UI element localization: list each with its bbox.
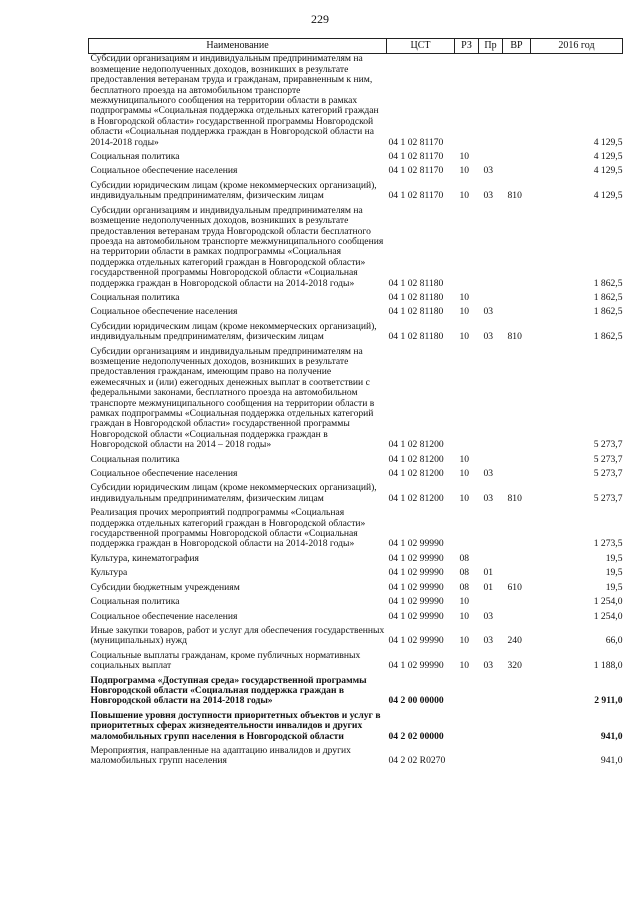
table-row: [89, 322, 623, 347]
cell-name: Социальное обеспечение населения: [90, 468, 238, 480]
cell-rz: [455, 711, 479, 746]
cell-name: Социальная политика: [90, 151, 180, 163]
table-row: [89, 181, 623, 206]
table-row: [89, 307, 623, 321]
cell-vr: [503, 469, 531, 483]
cell-vr: [503, 597, 531, 611]
cell-rz: 08: [459, 552, 470, 564]
header-name: Наименование: [89, 39, 387, 54]
cell-cst: 04 1 02 81180: [388, 291, 444, 303]
cell-vr: [503, 54, 531, 152]
cell-sum: 4 129,5: [593, 151, 623, 163]
cell-pr: 03: [483, 660, 494, 672]
cell-rz: 10: [459, 610, 470, 622]
cell-pr: [479, 152, 503, 166]
header-pr: Пр: [479, 39, 503, 54]
cell-vr: [503, 711, 531, 746]
cell-sum: 1 862,5: [593, 331, 623, 343]
cell-name: Социальная политика: [90, 291, 180, 303]
cell-vr: [503, 455, 531, 469]
cell-cst: 04 1 02 81180: [388, 277, 444, 289]
cell-sum: 19,5: [605, 581, 623, 593]
cell-name: Реализация прочих мероприятий подпрограммы «Социальная поддержка отдельных категорий граждан в Новгородской области» государственной программы Новгородской области «Социальная поддержка граждан в Новгородской области на 2014-2018 годы»: [90, 507, 366, 550]
table-row: [89, 651, 623, 676]
cell-vr: [503, 293, 531, 307]
cell-pr: 03: [483, 635, 494, 647]
table-row: [89, 54, 623, 152]
cell-vr: 240: [507, 635, 522, 647]
cell-cst: 04 1 02 81170: [388, 136, 444, 148]
cell-pr: 03: [483, 190, 494, 202]
table-row: [89, 152, 623, 166]
cell-pr: [479, 455, 503, 469]
cell-vr: [503, 152, 531, 166]
cell-name: Субсидии юридическим лицам (кроме некоммерческих организаций), индивидуальным предпринимателям, физическим лицам: [90, 320, 377, 343]
cell-rz: 10: [459, 165, 470, 177]
cell-vr: 810: [507, 331, 522, 343]
cell-cst: 04 2 02 R0270: [388, 755, 446, 767]
cell-name: Социальное обеспечение населения: [90, 610, 238, 622]
cell-cst: 04 1 02 81170: [388, 165, 444, 177]
cell-name: Субсидии юридическим лицам (кроме некоммерческих организаций), индивидуальным предпринимателям, физическим лицам: [90, 179, 377, 202]
cell-sum: 4 129,5: [593, 190, 623, 202]
cell-name: Подпрограмма «Доступная среда» государственной программы Новгородской области «Социальная поддержка граждан в Новгородской области на 2014-2018 годы»: [90, 674, 367, 707]
cell-name: Субсидии организациям и индивидуальным предпринимателям на возмещение недополученных доходов, возникших в результате предоставления гражданам, имеющим право на получение ежемесячных и (или) ежегодных денежных выплат в соответствии с федеральными законами, бесплатного проезда на автомобильном транспорте межмуниципального сообщения на территории области в рамках подпрограммы «Социальная поддержка отдельных категорий граждан в Новгородской области» государственной программы Новгородской области «Социальная поддержка граждан в Новгородской области на 2014 – 2018 годы»: [90, 345, 375, 451]
cell-sum: 1 862,5: [593, 291, 623, 303]
header-vr: ВР: [503, 39, 531, 54]
cell-vr: 810: [507, 190, 522, 202]
cell-rz: [455, 746, 479, 771]
cell-name: Социальная политика: [90, 453, 180, 465]
cell-pr: 03: [483, 165, 494, 177]
cell-cst: 04 1 02 99990: [388, 660, 444, 672]
header-year: 2016 год: [531, 39, 623, 54]
cell-pr: [479, 347, 503, 455]
cell-name: Иные закупки товаров, работ и услуг для обеспечения государственных (муниципальных) нужд: [90, 624, 385, 647]
cell-pr: [479, 508, 503, 554]
table-row: [89, 206, 623, 293]
cell-cst: 04 1 02 81200: [388, 468, 444, 480]
cell-sum: 5 273,7: [593, 453, 623, 465]
cell-name: Культура, кинематография: [90, 552, 199, 564]
table-row: [89, 711, 623, 746]
cell-vr: [503, 347, 531, 455]
cell-rz: [455, 206, 479, 293]
cell-rz: 10: [459, 306, 470, 318]
cell-cst: 04 1 02 99990: [388, 610, 444, 622]
cell-pr: [479, 597, 503, 611]
cell-cst: 04 1 02 81170: [388, 151, 444, 163]
table-row: [89, 676, 623, 711]
cell-pr: 03: [483, 610, 494, 622]
table-row: [89, 626, 623, 651]
cell-name: Субсидии юридическим лицам (кроме некоммерческих организаций), индивидуальным предпринимателям, физическим лицам: [90, 482, 377, 504]
cell-vr: [503, 746, 531, 771]
cell-cst: 04 1 02 81170: [388, 190, 444, 202]
cell-sum: 941,0: [600, 755, 623, 767]
table-row: [89, 612, 623, 626]
cell-cst: 04 1 02 99990: [388, 538, 444, 550]
cell-cst: 04 1 02 99990: [388, 596, 444, 608]
cell-sum: 66,0: [605, 635, 623, 647]
cell-rz: [455, 508, 479, 554]
cell-vr: [503, 676, 531, 711]
cell-name: Социальная политика: [90, 596, 180, 608]
table-row: [89, 347, 623, 455]
cell-pr: [479, 711, 503, 746]
cell-rz: 10: [459, 190, 470, 202]
cell-name: Повышение уровня доступности приоритетных объектов и услуг в приоритетных сферах жизнедеятельности инвалидов и других маломобильных групп населения в Новгородской области: [90, 709, 381, 742]
cell-rz: 10: [459, 596, 470, 608]
cell-vr: [503, 206, 531, 293]
cell-vr: [503, 554, 531, 568]
table-row: [89, 597, 623, 611]
cell-rz: 08: [459, 581, 470, 593]
cell-pr: 03: [483, 492, 494, 504]
cell-rz: [455, 347, 479, 455]
cell-sum: 4 129,5: [593, 136, 623, 148]
table-row: [89, 293, 623, 307]
table-row: [89, 583, 623, 597]
cell-name: Социальные выплаты гражданам, кроме публичных нормативных социальных выплат: [90, 649, 361, 672]
table-row: [89, 483, 623, 508]
cell-sum: 5 273,7: [593, 492, 623, 504]
cell-rz: [455, 54, 479, 152]
cell-sum: 5 273,7: [593, 468, 623, 480]
cell-sum: 5 273,7: [593, 439, 623, 451]
cell-vr: [503, 166, 531, 180]
cell-name: Субсидии организациям и индивидуальным предпринимателям на возмещение недополученных доходов, возникших в результате предоставления ветеранам труда и гражданам, приравненным к ним, бесплатного проезда на автомобильном транспорте межмуниципального сообщения на территории области в рамках подпрограммы «Социальная поддержка отдельных категорий граждан в Новгородской области» государственной программы Новгородской области «Социальная поддержка граждан в Новгородской области на 2014-2018 годы»: [90, 53, 379, 148]
cell-cst: 04 1 02 81200: [388, 492, 444, 504]
cell-cst: 04 1 02 81180: [388, 306, 444, 318]
cell-pr: 03: [483, 306, 494, 318]
cell-pr: [479, 206, 503, 293]
cell-cst: 04 1 02 99990: [388, 567, 444, 579]
table-row: [89, 455, 623, 469]
budget-table: [88, 38, 623, 771]
cell-sum: 1 273,5: [593, 538, 623, 550]
cell-cst: 04 1 02 99990: [388, 635, 444, 647]
cell-cst: 04 1 02 81180: [388, 331, 444, 343]
cell-rz: 10: [459, 468, 470, 480]
cell-vr: [503, 307, 531, 321]
cell-sum: 1 862,5: [593, 277, 623, 289]
cell-pr: 03: [483, 468, 494, 480]
cell-pr: [479, 554, 503, 568]
header-rz: РЗ: [455, 39, 479, 54]
cell-pr: [479, 293, 503, 307]
cell-sum: 1 862,5: [593, 306, 623, 318]
table-row: [89, 568, 623, 582]
cell-name: Социальное обеспечение населения: [90, 306, 238, 318]
cell-pr: 01: [483, 581, 494, 593]
cell-cst: 04 1 02 81200: [388, 439, 444, 451]
table-row: [89, 469, 623, 483]
cell-vr: [503, 508, 531, 554]
cell-vr: [503, 568, 531, 582]
cell-cst: 04 2 02 00000: [388, 730, 444, 742]
cell-rz: [455, 676, 479, 711]
cell-cst: 04 1 02 81200: [388, 453, 444, 465]
cell-vr: 320: [507, 660, 522, 672]
header-row: [89, 39, 623, 54]
cell-pr: [479, 676, 503, 711]
cell-sum: 19,5: [605, 552, 623, 564]
cell-pr: [479, 54, 503, 152]
cell-pr: 03: [483, 331, 494, 343]
cell-sum: 1 254,0: [593, 596, 623, 608]
header-cst: ЦСТ: [387, 39, 455, 54]
page-number: 229: [311, 12, 329, 26]
cell-name: Субсидии организациям и индивидуальным предпринимателям на возмещение недополученных доходов, возникших в результате предоставления ветеранам труда Новгородской области бесплатного проезда на автомобильном транспорте межмуниципального сообщения на территории области в рамках подпрограммы «Социальная поддержка отдельных категорий граждан в Новгородской области» государственной программы Новгородской области «Социальная поддержка граждан в Новгородской области на 2014-2018 годы»: [90, 204, 384, 289]
cell-vr: 610: [507, 581, 522, 593]
cell-sum: 1 188,0: [593, 660, 623, 672]
cell-rz: 10: [459, 492, 470, 504]
cell-sum: 941,0: [600, 730, 623, 742]
cell-rz: 10: [459, 635, 470, 647]
cell-rz: 10: [459, 151, 470, 163]
cell-rz: 10: [459, 331, 470, 343]
cell-name: Мероприятия, направленные на адаптацию инвалидов и других маломобильных групп населения: [90, 744, 351, 767]
cell-cst: 04 2 00 00000: [388, 695, 444, 707]
cell-sum: 1 254,0: [593, 610, 623, 622]
cell-sum: 19,5: [605, 567, 623, 579]
cell-rz: 08: [459, 567, 470, 579]
cell-cst: 04 1 02 99990: [388, 552, 444, 564]
table-row: [89, 508, 623, 554]
cell-rz: 10: [459, 453, 470, 465]
cell-sum: 4 129,5: [593, 165, 623, 177]
cell-name: Субсидии бюджетным учреждениям: [90, 581, 240, 593]
cell-sum: 2 911,0: [594, 695, 623, 707]
cell-name: Культура: [90, 567, 128, 579]
cell-vr: [503, 612, 531, 626]
cell-pr: [479, 746, 503, 771]
cell-pr: 01: [483, 567, 494, 579]
cell-rz: 10: [459, 291, 470, 303]
cell-name: Социальное обеспечение населения: [90, 165, 238, 177]
table-row: [89, 746, 623, 771]
cell-vr: 810: [507, 492, 522, 504]
table-row: [89, 166, 623, 180]
table-row: [89, 554, 623, 568]
cell-rz: 10: [459, 660, 470, 672]
cell-cst: 04 1 02 99990: [388, 581, 444, 593]
